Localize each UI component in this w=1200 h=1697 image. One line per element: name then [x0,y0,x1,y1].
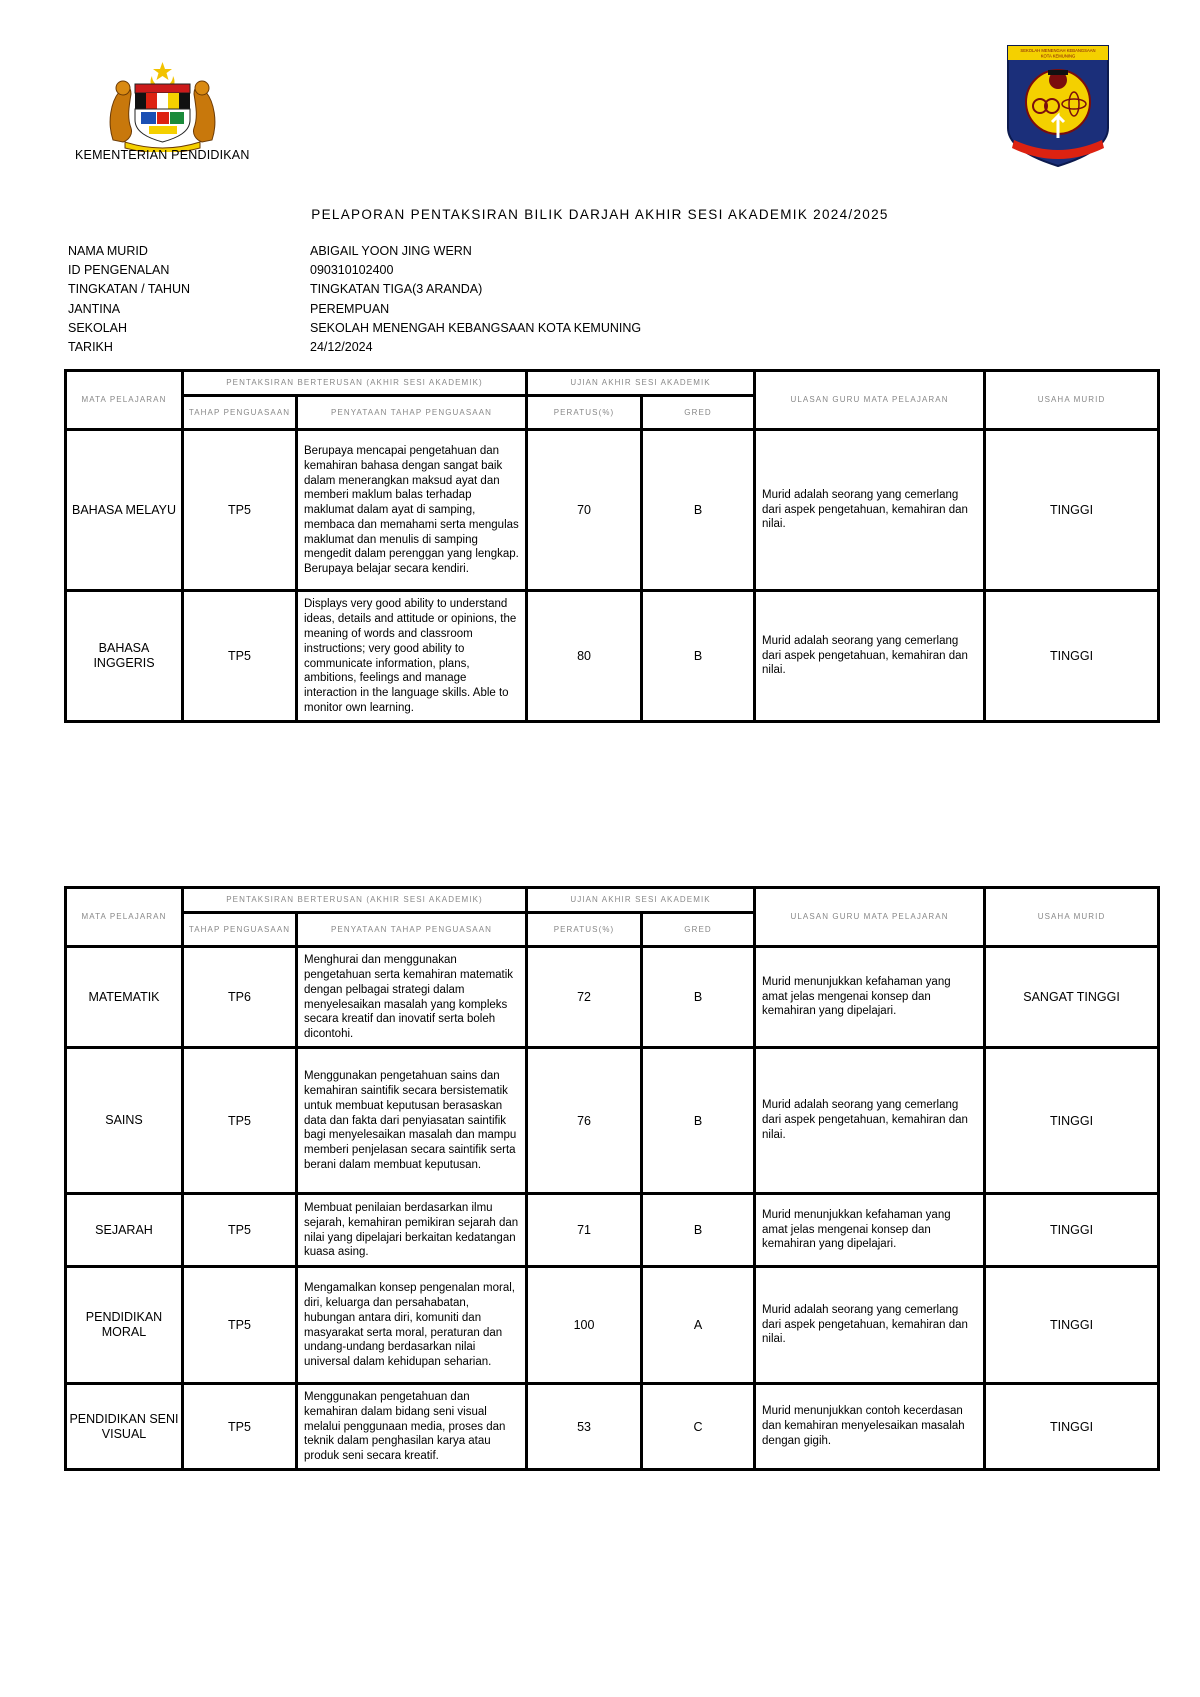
logo-banner-bottom-text: KOTA KEMUNING [1040,53,1076,59]
percentage: 80 [527,591,642,722]
info-label: SEKOLAH [68,320,128,335]
student-effort: TINGGI [985,1048,1159,1194]
header-ongoing-assessment: PENTAKSIRAN BERTERUSAN (AKHIR SESI AKADEMIK) [183,371,527,396]
header-subject: MATA PELAJARAN [66,371,183,430]
student-effort: TINGGI [985,430,1159,591]
mastery-statement: Displays very good ability to understand ideas, details and attitude or opinions, the meaning of words and classroom instructions; very good ability to communicate information, plans, ambitions, feelings and manage interaction in the language skills. Able to monitor own learning. [297,591,527,722]
info-value: 24/12/2024 [310,340,373,355]
table-row [66,1267,1159,1384]
header-mastery-level: TAHAP PENGUASAAN [183,396,297,430]
header-student-effort: USAHA MURID [985,888,1159,947]
mastery-level: TP5 [183,1267,297,1384]
grade: B [642,591,755,722]
percentage: 70 [527,430,642,591]
info-value: PEREMPUAN [310,301,390,316]
header-ongoing-assessment: PENTAKSIRAN BERTERUSAN (AKHIR SESI AKADEMIK) [183,888,527,913]
percentage: 72 [527,947,642,1048]
student-effort: TINGGI [985,591,1159,722]
ministry-name: KEMENTERIAN PENDIDIKAN [75,148,250,162]
student-effort: TINGGI [985,1384,1159,1470]
results-table-2 [64,886,1160,1471]
mastery-level: TP5 [183,591,297,722]
header-row [66,888,1159,913]
header-final-exam: UJIAN AKHIR SESI AKADEMIK [527,371,755,396]
grade: B [642,1048,755,1194]
info-label: TARIKH [68,340,113,355]
mastery-level: TP5 [183,1384,297,1470]
table-row [66,1384,1159,1470]
report-title: PELAPORAN PENTAKSIRAN BILIK DARJAH AKHIR SESI AKADEMIK 2024/2025 [311,207,889,222]
table-row [66,1194,1159,1267]
grade: A [642,1267,755,1384]
teacher-comment: Murid adalah seorang yang cemerlang dari aspek pengetahuan, kemahiran dan nilai. [755,1267,985,1384]
table-row [66,1048,1159,1194]
student-info [68,242,641,357]
mastery-statement: Berupaya mencapai pengetahuan dan kemahiran bahasa dengan sangat baik dalam menerangkan maksud ayat dan memberi maklum balas terhadap maklumat dalam ayat di samping, membaca dan memahami serta mengulas maklumat dan menulis di samping mengedit dalam perenggan yang lengkap. Berupaya belajar secara kendiri. [297,430,527,591]
school-logo [1004,42,1112,168]
mastery-statement: Menggunakan pengetahuan dan kemahiran dalam bidang seni visual melalui penggunaan media, proses dan teknik dalam penghasilan karya atau produk seni secara kreatif. [297,1384,527,1470]
teacher-comment: Murid adalah seorang yang cemerlang dari aspek pengetahuan, kemahiran dan nilai. [755,591,985,722]
info-value: ABIGAIL YOON JING WERN [310,244,472,258]
grade: B [642,430,755,591]
subject-name: PENDIDIKAN SENI VISUAL [66,1384,183,1470]
percentage: 71 [527,1194,642,1267]
info-label: JANTINA [68,301,121,316]
mastery-statement: Mengamalkan konsep pengenalan moral, diri, keluarga dan persahabatan, hubungan antara diri, komuniti dan masyarakat serta moral, peraturan dan undang-undang berdasarkan nilai universal dalam kehidupan seharian. [297,1267,527,1384]
header-row [66,371,1159,396]
teacher-comment: Murid menunjukkan kefahaman yang amat jelas mengenai konsep dan kemahiran yang dipelajari. [755,1194,985,1267]
table-row [66,947,1159,1048]
grade: B [642,947,755,1048]
info-row-gender [68,300,641,319]
header-mastery-statement: PENYATAAN TAHAP PENGUASAAN [297,396,527,430]
teacher-comment: Murid menunjukkan kefahaman yang amat jelas mengenai konsep dan kemahiran yang dipelajari. [755,947,985,1048]
subject-name: SEJARAH [66,1194,183,1267]
mastery-level: TP5 [183,430,297,591]
header-final-exam: UJIAN AKHIR SESI AKADEMIK [527,888,755,913]
grade: C [642,1384,755,1470]
table-row [66,591,1159,722]
percentage: 53 [527,1384,642,1470]
info-value: TINGKATAN TIGA(3 ARANDA) [310,282,483,297]
subject-name: MATEMATIK [66,947,183,1048]
info-label: TINGKATAN / TAHUN [68,282,190,297]
header-percentage: PERATUS(%) [527,913,642,947]
header-percentage: PERATUS(%) [527,396,642,430]
info-label: NAMA MURID [68,244,148,258]
header-mastery-statement: PENYATAAN TAHAP PENGUASAAN [297,913,527,947]
subject-name: PENDIDIKAN MORAL [66,1267,183,1384]
mastery-level: TP5 [183,1194,297,1267]
header-teacher-comment: ULASAN GURU MATA PELAJARAN [755,371,985,430]
info-row-school [68,319,641,338]
info-row-class [68,280,641,299]
mastery-level: TP6 [183,947,297,1048]
mastery-level: TP5 [183,1048,297,1194]
logo-banner-top-text: SEKOLAH MENENGAH KEBANGSAAN [1020,48,1096,53]
subject-name: SAINS [66,1048,183,1194]
grade: B [642,1194,755,1267]
mastery-statement: Menghurai dan menggunakan pengetahuan serta kemahiran matematik dengan pelbagai strategi dalam menyelesaikan masalah yang kompleks secara kreatif dan inovatif serta boleh dicontohi. [297,947,527,1048]
info-row-name [68,242,641,261]
mastery-statement: Menggunakan pengetahuan sains dan kemahiran saintifik secara bersistematik untuk membuat keputusan berasaskan data dan fakta dari penyiasatan saintifik bagi menyelesaikan masalah dan mampu memberi penjelasan secara saintifik serta berani dalam membuat keputusan. [297,1048,527,1194]
percentage: 100 [527,1267,642,1384]
teacher-comment: Murid adalah seorang yang cemerlang dari aspek pengetahuan, kemahiran dan nilai. [755,1048,985,1194]
subject-name: BAHASA INGGERIS [66,591,183,722]
coat-of-arms-logo [105,62,220,152]
header-student-effort: USAHA MURID [985,371,1159,430]
header-mastery-level: TAHAP PENGUASAAN [183,913,297,947]
info-label: ID PENGENALAN [68,263,170,278]
results-table-1 [64,369,1160,723]
student-effort: TINGGI [985,1194,1159,1267]
info-row-date [68,338,641,357]
percentage: 76 [527,1048,642,1194]
subject-name: BAHASA MELAYU [66,430,183,591]
info-value: SEKOLAH MENENGAH KEBANGSAAN KOTA KEMUNING [310,320,642,335]
info-value: 090310102400 [310,263,394,278]
teacher-comment: Murid adalah seorang yang cemerlang dari aspek pengetahuan, kemahiran dan nilai. [755,430,985,591]
mastery-statement: Membuat penilaian berdasarkan ilmu sejarah, kemahiran pemikiran sejarah dan nilai yang dipelajari berkaitan kedatangan kuasa asing. [297,1194,527,1267]
table-row [66,430,1159,591]
header-subject: MATA PELAJARAN [66,888,183,947]
header-grade: GRED [642,913,755,947]
teacher-comment: Murid menunjukkan contoh kecerdasan dan kemahiran menyelesaikan masalah dengan gigih. [755,1384,985,1470]
header-teacher-comment: ULASAN GURU MATA PELAJARAN [755,888,985,947]
student-effort: SANGAT TINGGI [985,947,1159,1048]
header-grade: GRED [642,396,755,430]
student-effort: TINGGI [985,1267,1159,1384]
info-row-id [68,261,641,280]
